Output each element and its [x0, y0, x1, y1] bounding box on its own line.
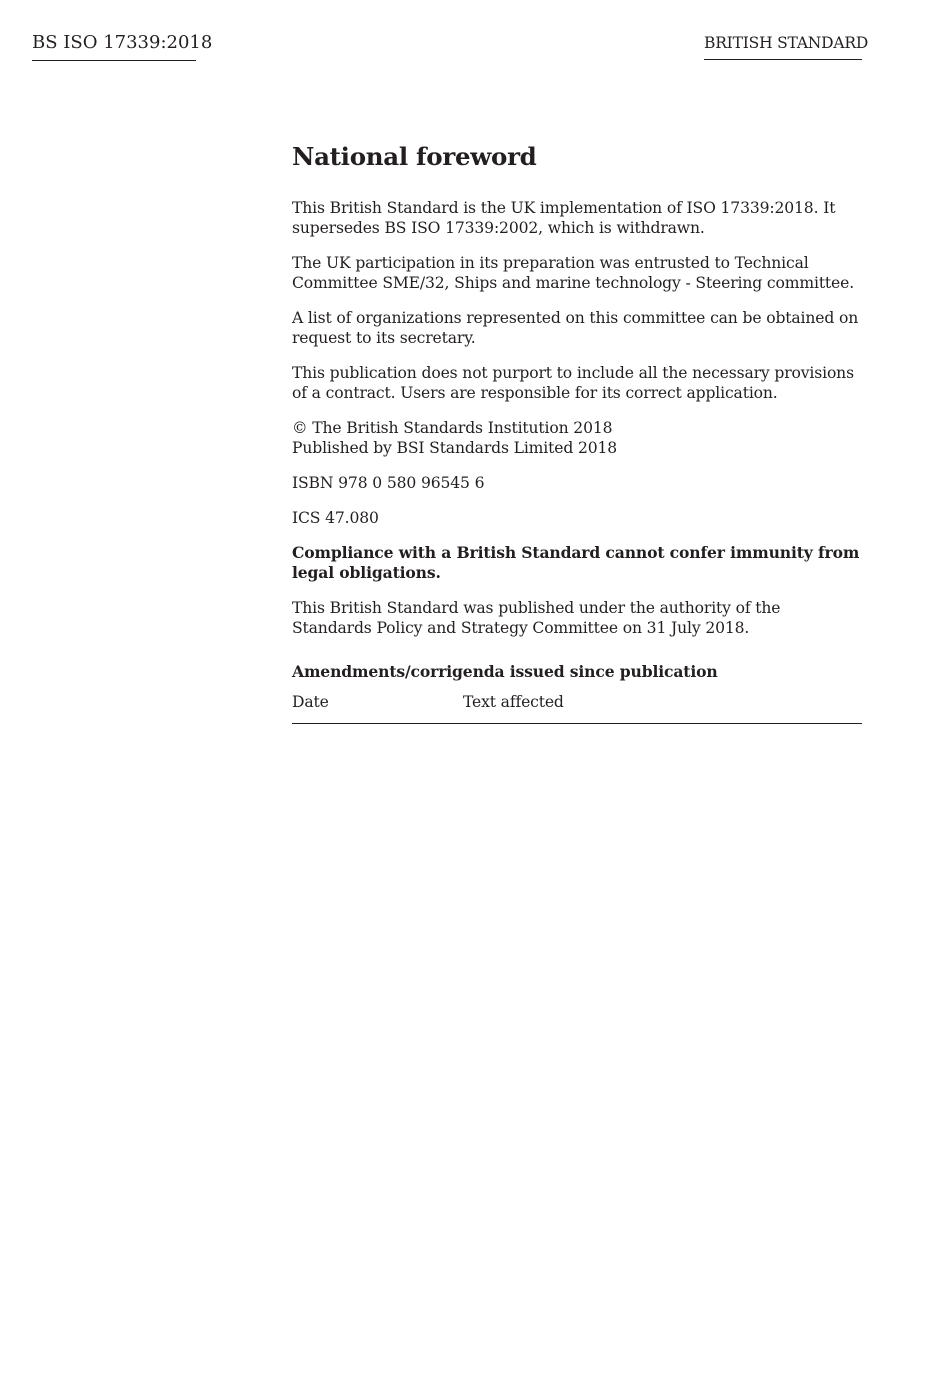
- page-title: National foreword: [292, 142, 537, 171]
- compliance-paragraph: [292, 543, 862, 583]
- paragraph-line: This publication does not purport to include all the necessary provisions: [292, 364, 854, 382]
- paragraph-line: The UK participation in its preparation was entrusted to Technical: [292, 254, 809, 272]
- header-document-type: BRITISH STANDARD: [704, 32, 862, 60]
- provisions-paragraph: [292, 363, 862, 403]
- paragraph-line: A list of organizations represented on this committee can be obtained on: [292, 309, 859, 327]
- paragraph-line: ISBN 978 0 580 96545 6: [292, 474, 485, 492]
- header-document-number: BS ISO 17339:2018: [32, 31, 196, 61]
- paragraph-line: © The British Standards Institution 2018: [292, 419, 613, 437]
- participation-paragraph: [292, 253, 862, 293]
- paragraph-line: ICS 47.080: [292, 509, 379, 527]
- organizations-paragraph: [292, 308, 862, 348]
- ics-paragraph: [292, 508, 862, 528]
- paragraph-line: This British Standard was published under the authority of the: [292, 599, 781, 617]
- paragraph-line: Standards Policy and Strategy Committee on 31 July 2018.: [292, 619, 750, 637]
- paragraph-line: legal obligations.: [292, 563, 441, 582]
- implementation-paragraph: [292, 198, 862, 238]
- paragraph-line: Compliance with a British Standard cannot confer immunity from: [292, 543, 860, 562]
- amendments-table-header: [292, 692, 862, 724]
- amendments-text-affected-column: Text affected: [463, 693, 564, 711]
- paragraph-line: supersedes BS ISO 17339:2002, which is withdrawn.: [292, 219, 705, 237]
- amendments-heading: Amendments/corrigenda issued since publication: [292, 662, 718, 681]
- authority-paragraph: [292, 598, 862, 638]
- paragraph-line: request to its secretary.: [292, 329, 476, 347]
- national-foreword-section: [292, 140, 862, 724]
- paragraph-line: of a contract. Users are responsible for its correct application.: [292, 384, 778, 402]
- copyright-paragraph: [292, 418, 862, 458]
- amendments-date-column: Date: [292, 693, 329, 711]
- paragraph-line: Published by BSI Standards Limited 2018: [292, 439, 618, 457]
- paragraph-line: This British Standard is the UK implementation of ISO 17339:2018. It: [292, 199, 836, 217]
- isbn-paragraph: [292, 473, 862, 493]
- paragraph-line: Committee SME/32, Ships and marine technology - Steering committee.: [292, 274, 855, 292]
